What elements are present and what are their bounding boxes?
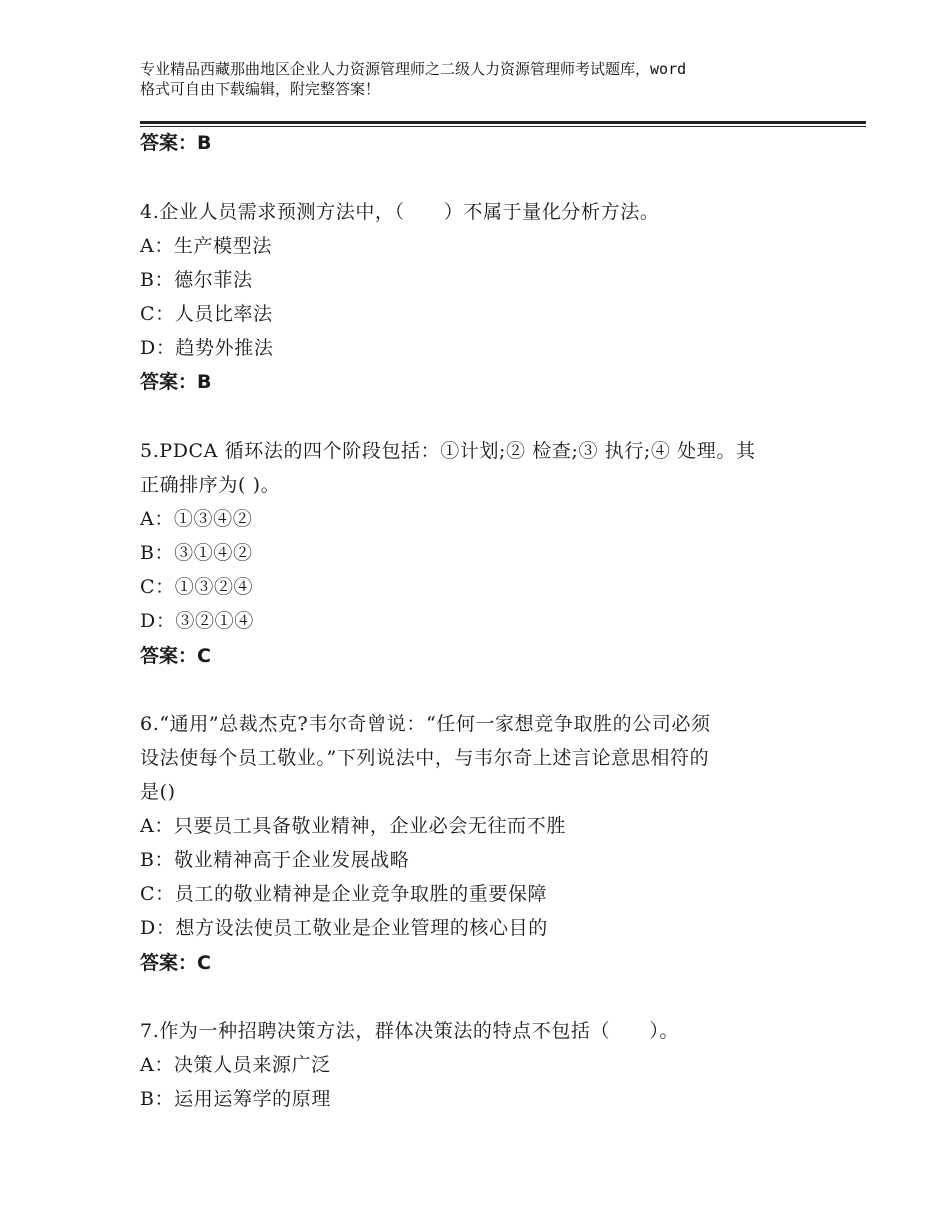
option-c: C：人员比率法 — [140, 303, 273, 325]
option-b: B：运用运筹学的原理 — [140, 1088, 331, 1110]
question-stem-line-2: 设法使每个员工敬业。”下列说法中，与韦尔奇上述言论意思相符的 — [140, 747, 710, 769]
question-stem-line-1: 6.“通用”总裁杰克?韦尔奇曾说：“任何一家想竞争取胜的公司必须 — [140, 713, 711, 735]
option-d: D：③②①④ — [140, 610, 254, 632]
header-line-2: 格式可自由下载编辑，附完整答案！ — [140, 80, 381, 98]
option-c: C：①③②④ — [140, 576, 254, 598]
option-c: C：员工的敬业精神是企业竞争取胜的重要保障 — [140, 883, 548, 905]
answer: 答案：C — [140, 645, 211, 667]
question-stem-line-3: 是() — [140, 781, 176, 803]
option-a: A：①③④② — [140, 508, 253, 530]
question-stem: 4.企业人员需求预测方法中，（ ）不属于量化分析方法。 — [140, 201, 660, 223]
question-stem-line-2: 正确排序为( )。 — [140, 474, 281, 496]
option-d: D：想方设法使员工敬业是企业管理的核心目的 — [140, 917, 548, 939]
option-b: B：③①④② — [140, 542, 253, 564]
header-line-1: 专业精品西藏那曲地区企业人力资源管理师之二级人力资源管理师考试题库，word — [140, 60, 687, 78]
answer: 答案：B — [140, 371, 212, 393]
option-a: A：决策人员来源广泛 — [140, 1054, 331, 1076]
document-header — [140, 59, 830, 99]
header-rule-thick — [140, 121, 866, 124]
option-b: B：德尔菲法 — [140, 269, 253, 291]
option-d: D：趋势外推法 — [140, 337, 274, 359]
option-b: B：敬业精神高于企业发展战略 — [140, 849, 410, 871]
previous-answer: 答案：B — [140, 132, 212, 154]
header-rule-thin — [140, 126, 866, 127]
answer: 答案：C — [140, 952, 211, 974]
question-stem: 7.作为一种招聘决策方法，群体决策法的特点不包括（ ）。 — [140, 1020, 680, 1042]
option-a: A：生产模型法 — [140, 235, 272, 257]
question-stem-line-1: 5.PDCA 循环法的四个阶段包括：①计划;② 检查;③ 执行;④ 处理。其 — [140, 440, 756, 462]
option-a: A：只要员工具备敬业精神，企业必会无往而不胜 — [140, 815, 566, 837]
